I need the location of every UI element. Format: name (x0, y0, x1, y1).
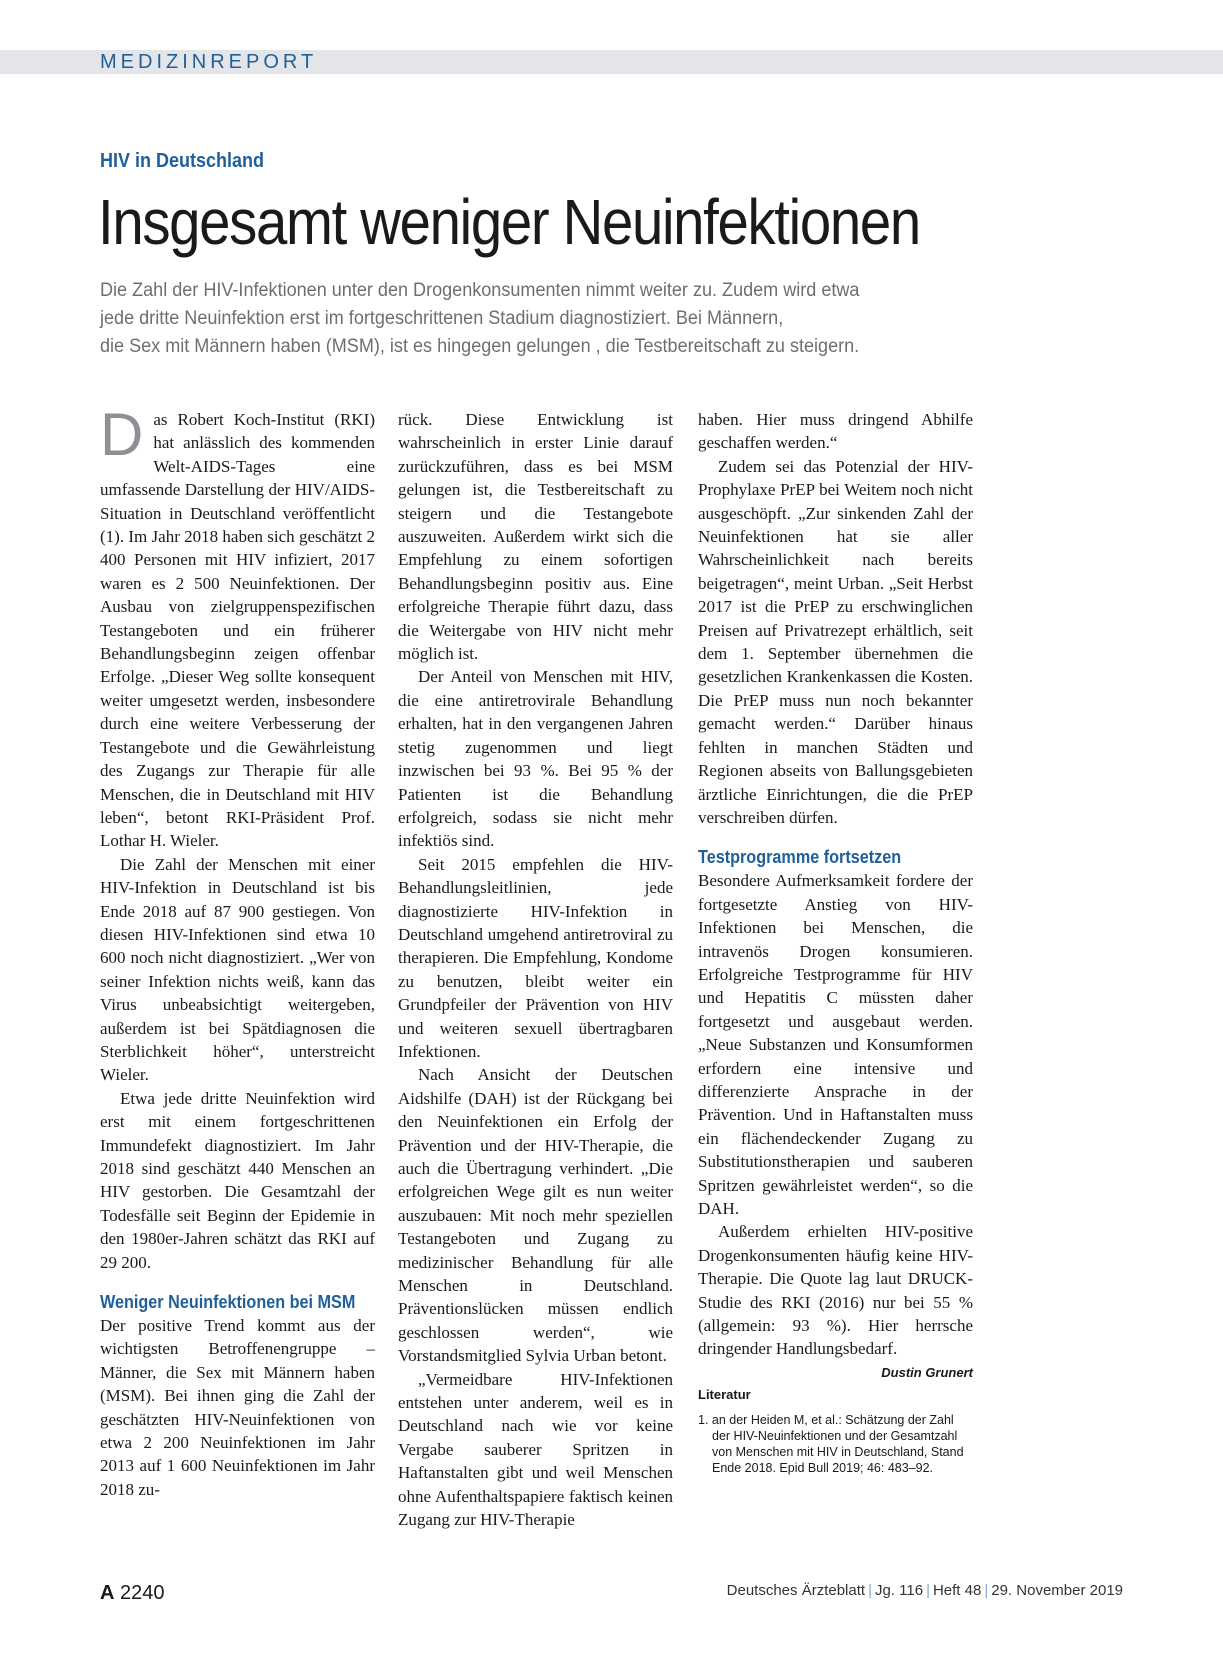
subheading: Testprogramme fortsetzen (698, 847, 902, 868)
column-2 (398, 408, 673, 1532)
paragraph: Die Zahl der Menschen mit einer HIV-Infektion in Deutschland ist bis Ende 2018 auf 87 900 gestiegen. Von diesen HIV-Infektionen sind etwa 10 600 noch nicht diagnostiziert. „Wer von seiner Infektion nichts weiß, kann das Virus unbeabsichtigt weitergeben, außerdem ist bei Spätdiagnosen die Sterblichkeit höher“, unterstreicht Wieler. (100, 854, 375, 1085)
paragraph (698, 1220, 973, 1380)
article-lead (100, 277, 990, 361)
paragraph: Der Anteil von Menschen mit HIV, die eine antiretrovirale Behandlung erhalten, hat in den vergangenen Jahren stetig zugenommen und liegt inzwischen bei 93 %. Bei 95 % der Patienten ist die Behandlung erfolgreich, sodass sie nicht mehr infektiös sind. (398, 667, 673, 851)
separator: | (984, 1582, 989, 1599)
paragraph: Der positive Trend kommt aus der wichtigsten Betroffenengruppe – Männer, die Sex mit Männern haben (MSM). Bei ihnen ging die Zahl der geschätzten HIV-Neuinfektionen von etwa 2 200 Neuinfektionen im Jahr 2013 auf 1 600 Neuinfektionen im Jahr 2018 zu- (100, 1316, 375, 1499)
journal-date: 29. November 2019 (991, 1582, 1123, 1599)
lead-line: jede dritte Neuinfektion erst im fortgeschrittenen Stadium diagnostiziert. Bei Männern, (100, 308, 784, 329)
article-title: Insgesamt weniger Neuinfektionen (98, 186, 920, 258)
separator: | (868, 1582, 872, 1599)
references-heading: Literatur (698, 1386, 751, 1402)
page-prefix: A (100, 1582, 115, 1604)
separator: | (926, 1582, 930, 1599)
journal-name: Deutsches Ärzteblatt (726, 1582, 866, 1599)
paragraph: Zudem sei das Potenzial der HIV-Prophylaxe PrEP bei Weitem noch nicht ausgeschöpft. „Zur sinkenden Zahl der Neuinfektionen hat sie aller Wahrscheinlichkeit nach bereits beigetragen“, meint Urban. „Seit Herbst 2017 ist die PrEP zu erschwinglichen Preisen auf Privatrezept erhältlich, seit dem 1. September übernehmen die gesetzlichen Krankenkassen die Kosten. Die PrEP muss nun noch bekannter gemacht werden.“ Darüber hinaus fehlten in manchen Städten und Regionen abseits von Ballungsgebieten ärztliche Einrichtungen, die die PrEP verschreiben dürfen. (698, 456, 973, 827)
paragraph: Nach Ansicht der Deutschen Aidshilfe (DAH) ist der Rückgang bei den Neuinfektionen ein Erfolg der Prävention und der HIV-Therapie, die auch die Übertragung verhindert. „Die erfolgreichen Wege gilt es nun weiter auszubauen: Mit noch mehr speziellen Testangeboten und Zugang zu medizinischer Behandlung für alle Menschen in Deutschland. Präventionslücken müssen endlich geschlossen werden“, wie Vorstandsmitglied Sylvia Urban betont. (398, 1065, 673, 1366)
paragraph: Besondere Aufmerksamkeit fordere der fortgesetzte Anstieg von HIV-Infektionen bei Menschen, die intravenös Drogen konsumieren. Erfolgreiche Testprogramme für HIV und Hepatitis C müssten daher fortgesetzt und ausgebaut werden. „Neue Substanzen und Konsumformen erfordern eine intensive und differenzierte Ansprache in der Prävention. Und in Haftanstalten muss ein flächendeckender Zugang zu Substitutionstherapien und sauberen Spritzen gewährleistet werden“, so die DAH. (698, 871, 973, 1218)
journal-info (727, 1582, 1123, 1599)
paragraph: Seit 2015 empfehlen die HIV-Behandlungsleitlinien, jede diagnostizierte HIV-Infektion in Deutschland umgehend antiretroviral zu therapieren. Die Empfehlung, Kondome zu benutzen, bleibt weiter ein Grundpfeiler der Prävention von HIV und weiteren sexuell übertragbaren Infektionen. (398, 854, 673, 1061)
journal-issue: Heft 48 (932, 1582, 982, 1599)
drop-cap: D (100, 401, 144, 468)
reference-item: 1. an der Heiden M, et al.: Schätzung der Zahl der HIV-Neuinfektionen und der Gesamtzahl von Menschen mit HIV in Deutschland, Stand Ende 2018. Epid Bull 2019; 46: 483–92. (698, 1413, 964, 1476)
paragraph-text: as Robert Koch-Institut (RKI) hat anlässlich des kommenden Welt-AIDS-Tages eine umfassende Darstellung der HIV/AIDS-Situation in Deutschland veröffentlicht (1). Im Jahr 2018 haben sich geschätzt 2 400 Personen mit HIV infiziert, 2017 waren es 2 500 Neuinfektionen. Der Ausbau von zielgruppenspezifischen Testangeboten und ein früherer Behandlungsbeginn zeigen offenbar Erfolge. „Dieser Weg sollte konsequent weiter umgesetzt werden, insbesondere durch eine weitere Verbesserung der Testangebote und die Gewährleistung des Zugangs zur Therapie für alle Menschen, die in Deutschland mit HIV leben“, betont RKI-Präsident Prof. Lothar H. Wieler. (100, 410, 375, 851)
page-number-value: 2240 (120, 1582, 165, 1604)
article-kicker: HIV in Deutschland (100, 150, 265, 172)
paragraph: Etwa jede dritte Neuinfektion wird erst mit einem fortgeschrittenen Immundefekt diagnostiziert. Im Jahr 2018 sind geschätzt 440 Menschen an HIV gestorben. Die Gesamtzahl der Todesfälle seit Beginn der Epidemie in den 1980er-Jahren schätzt das RKI auf 29 200. (100, 1088, 375, 1272)
paragraph: haben. Hier muss dringend Abhilfe geschaffen werden.“ (698, 410, 973, 453)
paragraph: „Vermeidbare HIV-Infektionen entstehen unter anderem, weil es in Deutschland nach wie vor keine Vergabe sauberer Spritzen in Haftanstalten gibt und weil Menschen ohne Aufenthaltspapiere faktisch keinen Zugang zur HIV-Therapie (398, 1369, 673, 1530)
paragraph: rück. Diese Entwicklung ist wahrscheinlich in erster Linie darauf zurückzuführen, dass es bei MSM gelungen ist, die Testbereitschaft zu steigern und die Testangebote auszuweiten. Außerdem wirkt sich die Empfehlung zu einem sofortigen Behandlungsbeginn positiv aus. Eine erfolgreiche Therapie führt dazu, dass die Weitergabe von HIV nicht mehr möglich ist. (398, 410, 673, 664)
journal-volume: Jg. 116 (874, 1582, 924, 1599)
section-label: MEDIZINREPORT (100, 51, 318, 73)
author-signature: Dustin Grunert (881, 1364, 973, 1380)
paragraph (100, 401, 375, 853)
column-3 (698, 408, 973, 1476)
subheading: Weniger Neuinfektionen bei MSM (100, 1292, 356, 1313)
lead-line: die Sex mit Männern haben (MSM), ist es hingegen gelungen , die Testbereitschaft zu steigern. (100, 336, 860, 357)
column-1 (100, 401, 375, 1501)
paragraph-text: Außerdem erhielten HIV-positive Drogenkonsumenten häufig keine HIV-Therapie. Die Quote lag laut DRUCK-Studie des RKI (2016) nur bei 55 % (allgemein: 93 %). Hier herrsche dringender Handlungsbedarf. (698, 1222, 973, 1359)
page-number (100, 1582, 165, 1605)
lead-line: Die Zahl der HIV-Infektionen unter den Drogenkonsumenten nimmt weiter zu. Zudem wird etwa (100, 280, 860, 301)
